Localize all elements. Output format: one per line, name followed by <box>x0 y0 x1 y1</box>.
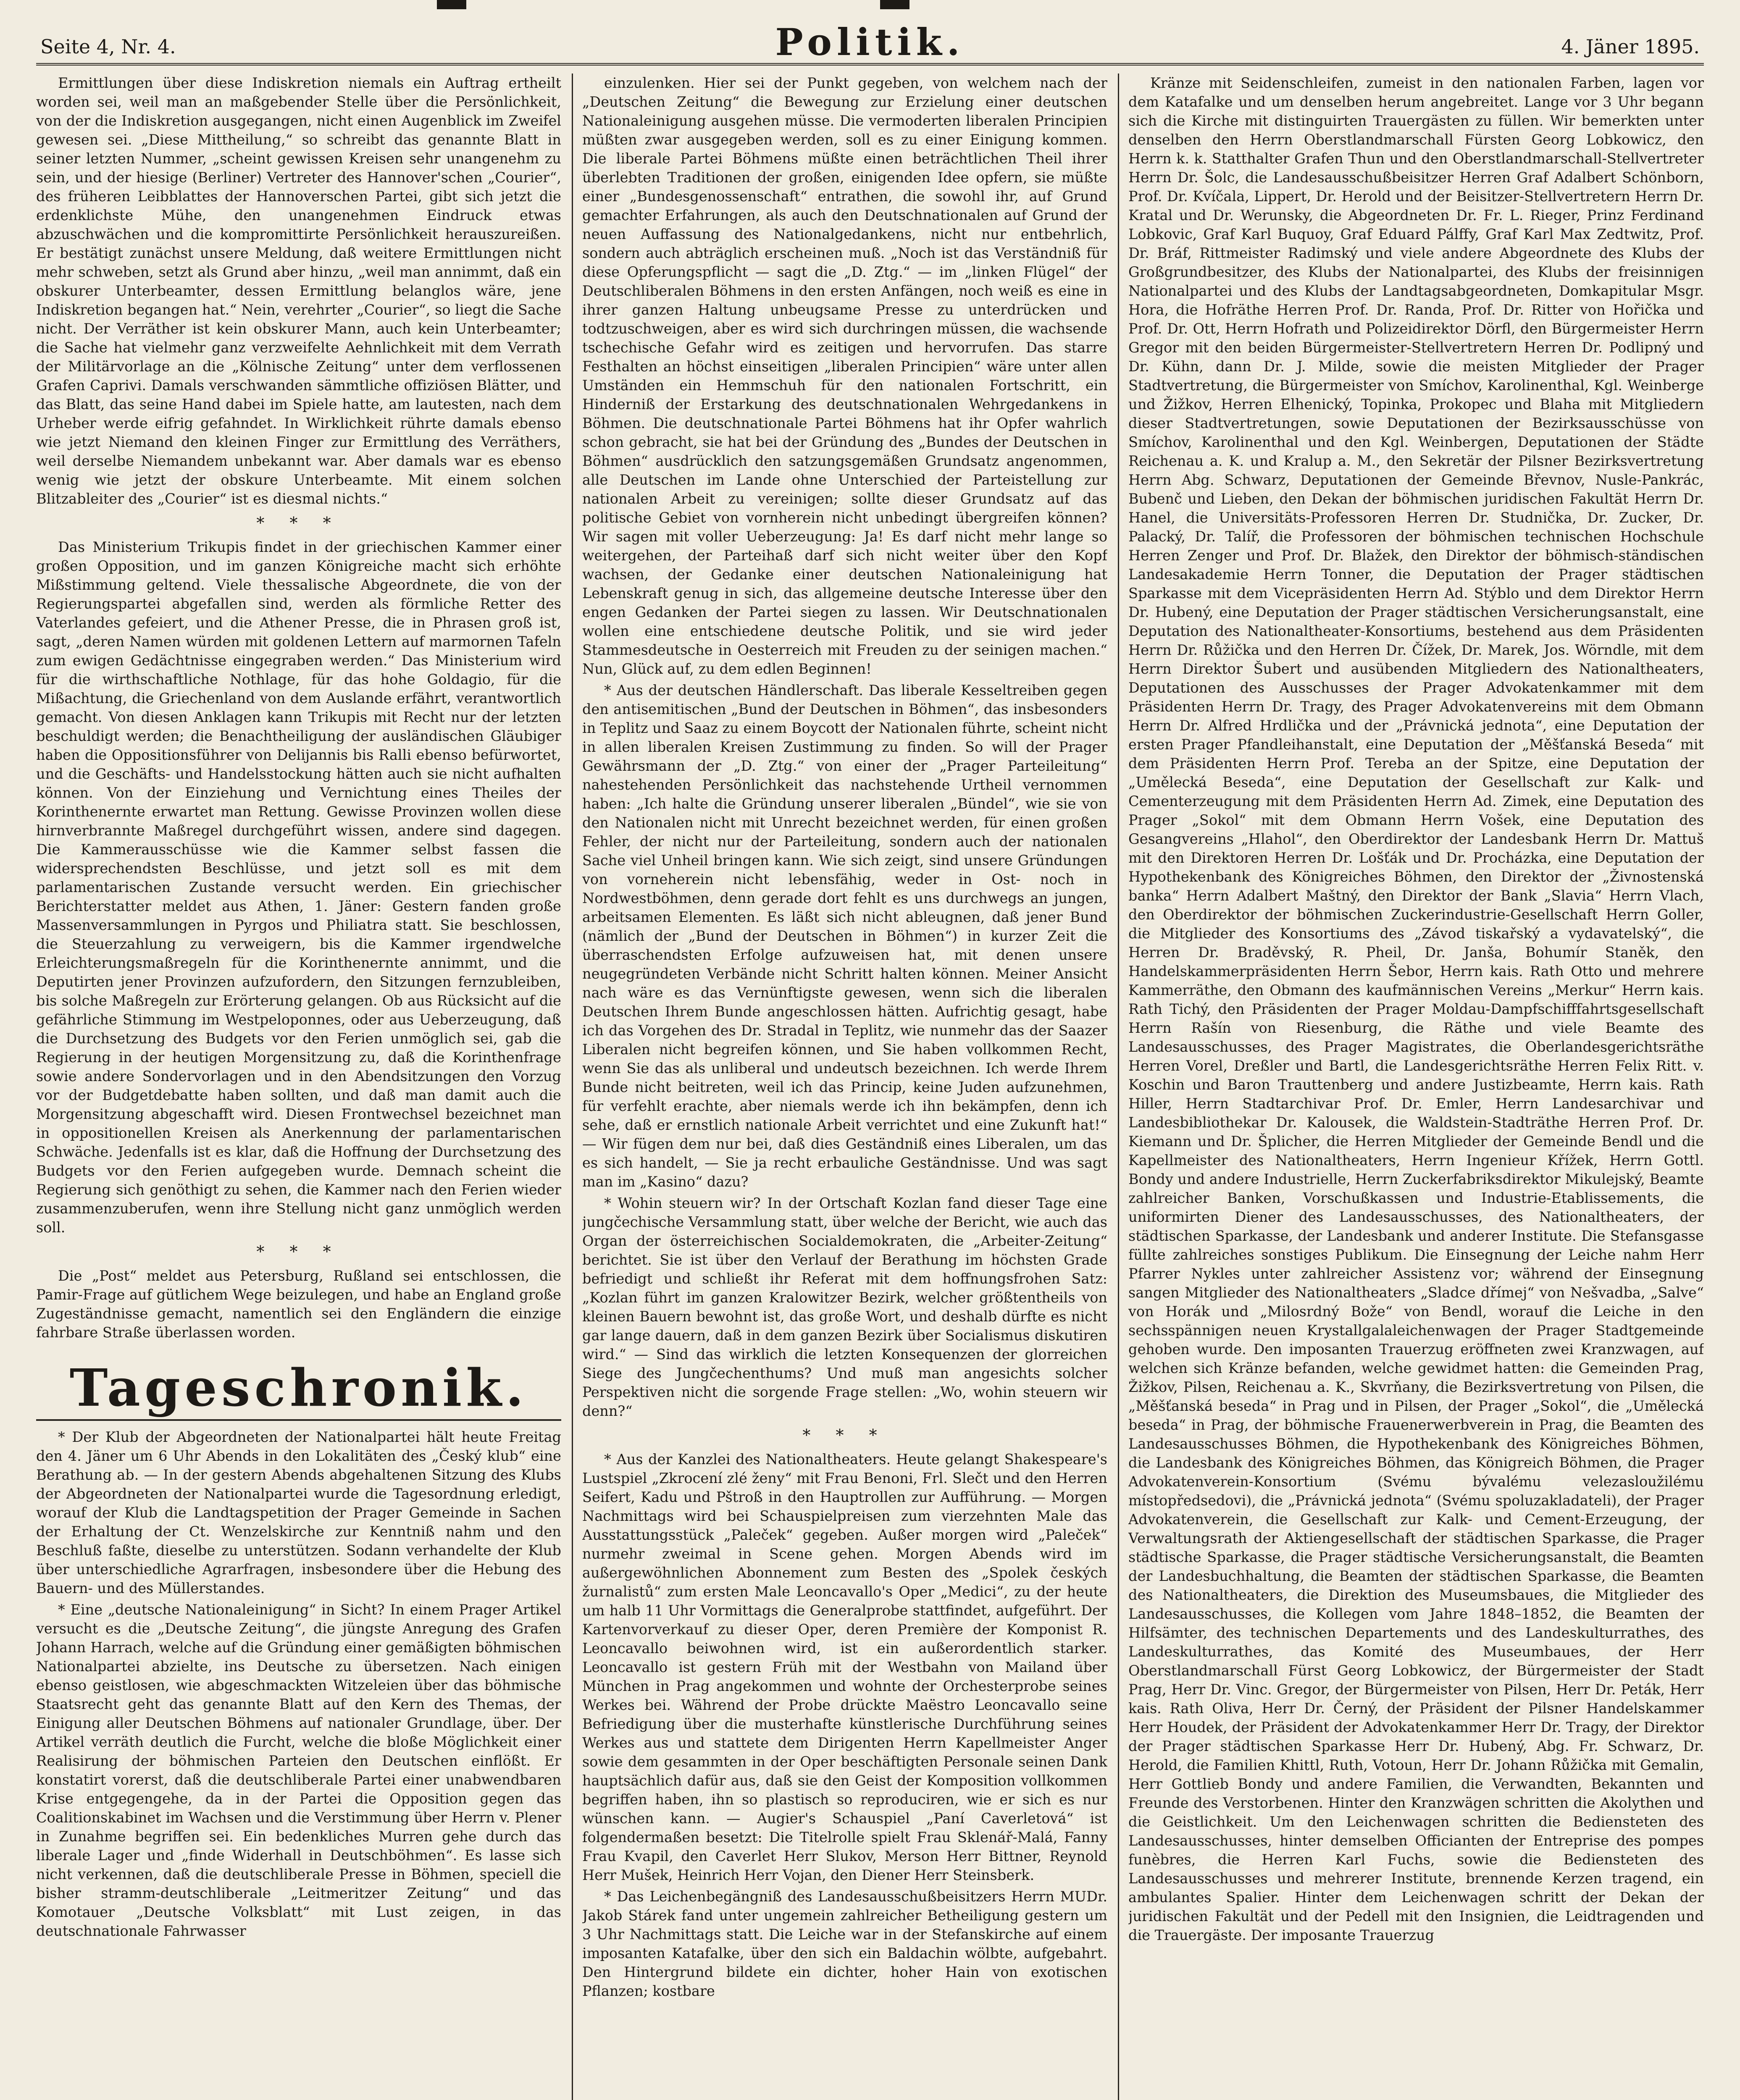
column-rule <box>1118 74 1119 2100</box>
separator: * * * <box>256 514 341 532</box>
issue-date: 4. Jäner 1895. <box>1561 35 1700 58</box>
page-info: Seite 4, Nr. 4. <box>40 35 176 58</box>
article-paragraph: Die „Post“ meldet aus Petersburg, Rußland sei entschlossen, die Pamir-Frage auf gütlichem Wege beizulegen, und habe an England große Zugeständnisse gemacht, namentlich sei den Engländern die einzige fahrbare Straße überlassen worden. <box>36 1268 561 1341</box>
news-item: * Wohin steuern wir? In der Ortschaft Kozlan fand dieser Tage eine jungčechische Versammlung statt, über welche der Bericht, wie auch das Organ der österreichischen Socialdemokraten, die „Arbeiter-Zeitung“ berichtet. Sie ist über den Verlauf der Berathung im höchsten Grade befriedigt und schließt ihr Referat mit dem hoffnungsfrohen Satz: „Kozlan führt im ganzen Kralowitzer Bezirk, welcher größtentheils von kleinen Bauern bewohnt ist, das große Wort, und deshalb dürfte es nicht gar lange dauern, daß in dem ganzen Bezirk über Socialismus diskutiren wird.“ — Sind das wirklich die letzten Konsequenzen der glorreichen Siege des Jungčechenthums? Und muß man angesichts solcher Perspektiven nicht die sorgende Frage stellen: „Wo, wohin steuern wir denn?“ <box>582 1195 1107 1419</box>
page-header <box>36 17 1704 66</box>
article-columns <box>36 74 1704 2100</box>
separator: * * * <box>256 1242 341 1261</box>
scan-mark <box>437 0 466 9</box>
column-2 <box>582 74 1107 2100</box>
news-item: * Das Leichenbegängniß des Landesausschußbeisitzers Herrn MUDr. Jakob Stárek fand unter ungemein zahlreicher Betheiligung gestern um 3 Uhr Nachmittags statt. Die Leiche war in der Stefanskirche auf einem imposanten Katafalke, über den sich ein Baldachin wölbte, aufgebahrt. Den Hintergrund bildete ein dichter, hoher Hain von exotischen Pflanzen; kostbare <box>582 1888 1107 1999</box>
article-paragraph: einzulenken. Hier sei der Punkt gegeben, von welchem nach der „Deutschen Zeitung“ die Bewegung zur Erzielung einer deutschen Nationaleinigung ausgehen müsse. Die vermoderten liberalen Principien müßten zwar ausgegeben werden, soll es zu einer Einigung kommen. Die liberale Partei Böhmens müßte einen beträchtlichen Theil ihrer überlebten Traditionen der großen, einigenden Idee opfern, sie müßte einer „Bundesgenossenschaft“ entrathen, die sowohl ihr, auf Grund gemachter Erfahrungen, als auch den Deutschnationalen auf Grund der neuen Auffassung des Nationalgedankens, nicht nur entbehrlich, sondern auch abträglich erscheinen muß. „Noch ist das Verständniß für diese Opferungspflicht — sagt die „D. Ztg.“ — im „linken Flügel“ der Deutschliberalen Böhmens in den ersten Anfängen, noch weiß es eine in ihrer ganzen Haltung unbeugsame Presse zu unterdrücken und todtzuschweigen, aber es wird sich durchringen müssen, die wachsende tschechische Gefahr wird es zeitigen und hervorrufen. Das starre Festhalten an höchst einseitigen „liberalen Principien“ wäre unter allen Umständen ein Hemmschuh für den nationalen Fortschritt, ein Hinderniß der Erstarkung des deutschnationalen Wehrgedankens in Böhmen. Die deutschnationale Partei Böhmens hat ihr Opfer wahrlich schon gebracht, sie hat bei der Gründung des „Bundes der Deutschen in Böhmen“ ausdrücklich den satzungsgemäßen Grundsatz angenommen, alle Deutschen im Lande ohne Unterschied der Parteistellung zur nationalen Arbeit zu vereinigen; sollte dieser Grundsatz auf das politische Gebiet von vornherein nicht unbedingt übergreifen können? Wir sagen mit voller Ueberzeugung: Ja! Es darf nicht mehr lange so weitergehen, der Parteihaß darf sich nicht weiter über den Kopf wachsen, der Gedanke einer deutschen Nationaleinigung hat Lebenskraft genug in sich, das allgemeine deutsche Interesse über den engen Gedanken der Partei siegen zu lassen. Wir Deutschnationalen wollen eine entschiedene deutsche Politik, und sie wird jeder Stammesdeutsche in Oesterreich mit Freuden zu der seinigen machen.“ Nun, Glück auf, zu dem edlen Beginnen! <box>582 75 1107 677</box>
separator: * * * <box>802 1426 887 1444</box>
column-1 <box>36 74 561 2100</box>
article-paragraph: Ermittlungen über diese Indiskretion niemals ein Auftrag ertheilt worden sei, weil man an maßgebender Stelle über die Persönlichkeit, von der die Indiskretion ausgegangen, nicht einen Augenblick im Zweifel gewesen sei. „Diese Mittheilung,“ so schreibt das genannte Blatt in seiner letzten Nummer, „scheint gewissen Kreisen sehr unangenehm zu sein, und der hiesige (Berliner) Vertreter des Hannover'schen „Courier“, des früheren Leibblattes der Hannoverschen Partei, gibt sich jetzt die erdenklichste Mühe, den unangenehmen Eindruck etwas abzuschwächen und die kompromittirte Persönlichkeit herauszureißen. Er bestätigt zunächst unsere Meldung, daß weitere Ermittlungen nicht mehr schweben, setzt als Grund aber hinzu, „weil man annimmt, daß ein obskurer Unterbeamter, dessen Ermittlung belanglos wäre, jene Indiskretion begangen hat.“ Nein, verehrter „Courier“, so liegt die Sache nicht. Der Verräther ist kein obskurer Mann, auch kein Unterbeamter; die Sache hat vielmehr ganz verzweifelte Aehnlichkeit mit dem Verrath der Militärvorlage an die „Kölnische Zeitung“ unter dem verflossenen Grafen Caprivi. Damals verschwanden sämmtliche offiziösen Blätter, und das Blatt, das seine Hand dabei im Spiele hatte, am lautesten, nach dem Urheber werde eifrig gefahndet. In Wirklichkeit rührte damals ebenso wie jetzt Niemand den kleinen Finger zur Ermittlung des Verräthers, weil derselbe Niemandem unbekannt war. Aber damals war es ebenso wenig wie jetzt der obskure Unterbeamte. Mit einem solchen Blitzableiter des „Courier“ ist es diesmal nichts.“ <box>36 75 561 507</box>
column-3 <box>1128 74 1704 2100</box>
section-title: Politik. <box>775 20 965 64</box>
section-heading: Tageschronik. <box>36 1356 561 1421</box>
news-item: * Eine „deutsche Nationaleinigung“ in Sicht? In einem Prager Artikel versucht es die „Deutsche Zeitung“, die jüngste Anregung des Grafen Johann Harrach, welche auf die Gründung einer gemäßigten böhmischen Nationalpartei abzielte, ins Deutsche zu übersetzen. Nach einigen ebenso geistlosen, wie abgeschmackten Witzeleien über das böhmische Staatsrecht geht das genannte Blatt auf den Kern des Themas, der Einigung aller Deutschen Böhmens auf nationaler Grundlage, über. Der Artikel verräth deutlich die Furcht, welche die bloße Möglichkeit einer Realisirung der böhmischen Parteien den Deutschen einflößt. Er konstatirt vorerst, daß die deutschliberale Partei einer unabwendbaren Krise entgegengehe, da in der Partei die Opposition gegen das Coalitionskabinet im Wachsen und die Verstimmung über Herrn v. Plener in Zunahme begriffen sei. Ein bedenkliches Murren gehe durch das liberale Lager und „finde Widerhall in Deutschböhmen“. Es lasse sich nicht verkennen, daß die deutschliberale Presse in Böhmen, speciell die bisher stramm-deutschliberale „Leitmeritzer Zeitung“ und das Komotauer „Deutsche Volksblatt“ mit Lust zeigen, in das deutschnationale Fahrwasser <box>36 1601 561 1939</box>
column-rule <box>572 74 573 2100</box>
news-item: * Der Klub der Abgeordneten der Nationalpartei hält heute Freitag den 4. Jäner um 6 Uhr Abends in den Lokalitäten des „Český klub“ eine Berathung ab. — In der gestern Abends abgehaltenen Sitzung des Klubs der Abgeordneten der Nationalpartei wurde die Tagesordnung erledigt, worauf der Klub die Landtagspetition der Prager Gemeinde in Sachen der Erhaltung der Ct. Wenzelskirche zur Kenntniß nahm und den Beschluß faßte, dieselbe zu unterstützen. Sodann verhandelte der Klub über unterschiedliche Agrarfragen, insbesondere über die Hebung des Bauern- und des Müllerstandes. <box>36 1429 561 1596</box>
article-paragraph: Kränze mit Seidenschleifen, zumeist in den nationalen Farben, lagen vor dem Katafalke und um denselben herum angebreitet. Lange vor 3 Uhr begann sich die Kirche mit distinguirten Trauergästen zu füllen. Wir bemerkten unter denselben den Herrn Oberstlandmarschall Fürsten Georg Lobkowicz, den Herrn k. k. Statthalter Grafen Thun und den Oberstlandmarschall-Stellvertreter Herrn Dr. Šolc, die Landesausschußbeisitzer Herren Graf Adalbert Schönborn, Prof. Dr. Kvíčala, Lippert, Dr. Herold und der Beisitzer-Stellvertretern Herrn Dr. Kratal und Dr. Werunsky, die Abgeordneten Dr. Fr. L. Rieger, Prinz Ferdinand Lobkovic, Graf Karl Buquoy, Graf Eduard Pálffy, Graf Karl Max Zedtwitz, Prof. Dr. Bráf, Rittmeister Radimský und viele andere Abgeordnete des Klubs der Großgrundbesitzer, des Klubs der Nationalpartei, des Klubs der freisinnigen Nationalpartei und des Klubs der Landtagsabgeordneten, Domkapitular Msgr. Hora, die Hofräthe Herren Prof. Dr. Randa, Prof. Dr. Ritter von Hořička und Prof. Dr. Ott, Herrn Hofrath und Polizeidirektor Dörfl, den Bürgermeister Herrn Gregor mit den beiden Bürgermeister-Stellvertretern Herren Dr. Podlipný und Dr. Kühn, dann Dr. J. Milde, sowie die meisten Mitglieder der Prager Stadtvertretung, die Bürgermeister von Smíchov, Karolinenthal, Kgl. Weinberge und Žižkov, Herren Elhenický, Topinka, Prokopec und Blaha mit Mitgliedern dieser Stadtvertretungen, sowie Deputationen der Bezirksausschüsse von Smíchov, Karolinenthal und den Kgl. Weinbergen, Deputationen der Städte Reichenau a. K. und Kralup a. M., den Sekretär der Pilsner Bezirksvertretung Herrn Abg. Schwarz, Deputationen der Gemeinde Břevnov, Nusle-Pankrác, Bubenč und Lieben, den Dekan der böhmischen juridischen Fakultät Herrn Dr. Hanel, die Universitäts-Professoren Herren Dr. Studnička, Dr. Zucker, Dr. Palacký, Dr. Talíř, die Professoren der böhmischen technischen Hochschule Herren Zenger und Prof. Dr. Blažek, den Direktor der böhmisch-ständischen Landesakademie Herrn Tonner, die Deputation der Prager städtischen Sparkasse mit dem Vicepräsidenten Herrn Ad. Stýblo und dem Direktor Herrn Dr. Hubený, eine Deputation der Prager städtischen Versicherungsanstalt, eine Deputation des Nationaltheater-Konsortiums, bestehend aus dem Präsidenten Herrn Dr. Růžička und den Herren Dr. Čížek, Dr. Marek, Jos. Wörndle, mit dem Herrn Direktor Šubert und ausübenden Mitgliedern des Nationaltheaters, Deputationen des Ausschusses der Prager Advokatenkammer mit dem Präsidenten Herrn Dr. Tragy, des Prager Advokatenvereins mit dem Obmann Herrn Dr. Alfred Hrdlička und der „Právnická jednota“, eine Deputation der ersten Prager Pfandleihanstalt, eine Deputation der „Měšťanská Beseda“ mit dem Präsidenten Herrn Prof. Tereba an der Spitze, eine Deputation der „Umělecká Beseda“, eine Deputation der Gesellschaft zur Kalk- und Cementerzeugung mit dem Präsidenten Herrn Ad. Zimek, eine Deputation des Prager „Sokol“ mit dem Obmann Herrn Vošek, eine Deputation des Gesangvereins „Hlahol“, den Oberdirektor der Landesbank Herrn Dr. Mattuš mit den Direktoren Herren Dr. Lošťák und Dr. Procházka, eine Deputation der Hypothekenbank des Königreiches Böhmen, den Direktor der „Živnostenská banka“ Herrn Adalbert Maštný, den Direktor der Bank „Slavia“ Herrn Vlach, den Oberdirektor der böhmischen Zuckerindustrie-Gesellschaft Herrn Goller, die Mitglieder des Konsortiums des „Závod tiskařský a vydavatelský“, die Herren Dr. Braděvský, R. Pheil, Dr. Janša, Bohumír Staněk, den Handelskammerpräsidenten Herrn Šebor, Herrn kais. Rath Otto und mehrere Kammerräthe, den Obmann des kaufmännischen Vereins „Merkur“ Herrn kais. Rath Tichý, den Präsidenten der Prager Moldau-Dampfschifffahrtsgesellschaft Herrn Rašín von Riesenburg, die Räthe und viele Beamte des Landesausschusses, des Prager Magistrates, die Oberlandesgerichtsräthe Herren Vorel, Dreßler und Bartl, die Landesgerichtsräthe Herren Felix Ritt. v. Koschin und Baron Trauttenberg und andere Justizbeamte, Herrn kais. Rath Hiller, Herrn Stadtarchivar Prof. Dr. Emler, Herrn Landesarchivar und Landesbibliothekar Dr. Kalousek, die Waldstein-Stadträthe Herren Prof. Dr. Kiemann und Dr. Šplicher, die Herren Mitglieder der Gemeinde Bendl und die Kapellmeister des Nationaltheaters, Herrn Ingenieur Křížek, Herrn Gottl. Bondy und andere Industrielle, Herrn Zuckerfabriksdirektor Mikulejský, Beamte zahlreicher Banken, Vorschußkassen und Industrie-Etablissements, die uniformirten Diener des Landesausschusses, des Nationaltheaters, der städtischen Sparkasse, der Landesbank und anderer Institute. Die Stefansgasse füllte zahlreiches sonstiges Publikum. Die Einsegnung der Leiche nahm Herr Pfarrer Nykles unter zahlreicher Assistenz vor; während der Einsegnung sangen Mitglieder des Nationaltheaters „Sladce dřímej“ von Nešvadba, „Salve“ von Horák und „Milosrdný Bože“ von Bendl, worauf die Leiche in den sechsspännigen neuen Krystallgalaleichenwagen der Prager Stadtgemeinde gehoben wurde. Den imposanten Trauerzug eröffneten zwei Kranzwagen, auf welchen sich Kränze befanden, welche gewidmet hatten: die Gemeinden Prag, Žižkov, Pilsen, Reichenau a. K., Skvrňany, die Bezirksvertretung von Pilsen, die „Měšťanská beseda“ in Prag und in Pilsen, der Prager „Sokol“, die „Umělecká beseda“ in Prag, der böhmische Frauenerwerbverein in Prag, die Beamten des Landesausschusses Böhmen, die Hypothekenbank des Königreiches Böhmen, die Landesbank des Königreiches Böhmen, das Königreich Böhmen, die Prager Advokatenverein-Konsortium (Svému bývalému velezasloužilému místopředsedovi), die „Právnická jednota“ (Svému spoluzakladateli), der Prager Advokatenverein, die Gesellschaft zur Kalk- und Cement-Erzeugung, der Verwaltungsrath der Aktiengesellschaft der städtischen Sparkasse, die Prager städtische Sparkasse, die Prager städtische Versicherungsanstalt, die Beamten der Landesbuchhaltung, die Beamten der städtischen Sparkasse, die Beamten des Nationaltheaters, die Direktion des Museumsbaues, die Mitglieder des Landesausschusses, die Kollegen vom Jahre 1848–1852, die Beamten der Hilfsämter, des technischen Departements und des Landeskulturrathes, des Landeskulturrathes, das Komité des Museumbaues, der Herr Oberstlandmarschall Fürst Georg Lobkowicz, der Bürgermeister der Stadt Prag, Herr Dr. Vinc. Gregor, der Bürgermeister von Pilsen, Herr Dr. Peták, Herr kais. Rath Oliva, Herr Dr. Černý, der Präsident der Pilsner Handelskammer Herr Houdek, der Präsident der Advokatenkammer Herr Dr. Tragy, der Direktor der Prager städtischen Sparkasse Herr Dr. Hubený, Abg. Fr. Schwarz, Dr. Herold, die Familien Khittl, Ruth, Votoun, Herr Dr. Johann Růžička mit Gemalin, Herr Gottlieb Bondy und andere Familien, die Verwandten, Bekannten und Freunde des Verstorbenen. Hinter den Kranzwägen schritten die Akolythen und die Geistlichkeit. Um den Leichenwagen schritten die Bediensteten des Landesausschusses, hinter demselben Officianten der Entreprise des pompes funèbres, die Herren Karl Fuchs, sowie die Bediensteten des Landesausschusses und mehrerer Institute, brennende Kerzen tragend, ein ambulantes Spalier. Hinter dem Leichenwagen schritt der Dekan der juridischen Fakultät und der Pedell mit den Insignien, die Leidtragenden und die Trauergäste. Der imposante Trauerzug <box>1128 75 1704 1943</box>
news-item: * Aus der Kanzlei des Nationaltheaters. Heute gelangt Shakespeare's Lustspiel „Zkrocení zlé ženy“ mit Frau Benoni, Frl. Slečt und den Herren Seifert, Kadu und Pštroß in den Hauptrollen zur Aufführung. — Morgen Nachmittags wird bei Schauspielpreisen zum vierzehnten Male das Ausstattungsstück „Paleček“ gegeben. Außer morgen wird „Paleček“ nurmehr zweimal in Scene gehen. Morgen Abends wird im außergewöhnlichen Abonnement zum Besten des „Spolek českých žurnalistů“ zum ersten Male Leoncavallo's Oper „Medici“, zu der heute um halb 11 Uhr Vormittags die Generalprobe stattfindet, aufgeführt. Der Kartenvorverkauf zu dieser Oper, deren Première der Komponist R. Leoncavallo beiwohnen wird, ist ein außerordentlich starker. Leoncavallo ist gestern Früh mit der Westbahn von Mailand über München in Prag angekommen und wohnte der Orchesterprobe seines Werkes bei. Während der Probe drückte Maëstro Leoncavallo seine Befriedigung über die musterhafte künstlerische Durchführung seines Werkes aus und stattete dem Dirigenten Herrn Kapellmeister Anger sowie dem gesammten in der Oper beschäftigten Personale seinen Dank hauptsächlich dafür aus, daß sie den Geist der Komposition vollkommen begriffen haben, ihn so plastisch so reproduciren, wie er sich es nur wünschen kann. — Augier's Schauspiel „Paní Caverletová“ ist folgendermaßen besetzt: Die Titelrolle spielt Frau Sklenář-Malá, Fanny Frau Kvapil, den Caverlet Herr Slukov, Merson Herr Bittner, Reynold Herr Mušek, Heinrich Herr Vojan, den Diener Herr Steinsberk. <box>582 1451 1107 1883</box>
news-item: * Aus der deutschen Händlerschaft. Das liberale Kesseltreiben gegen den antisemitischen „Bund der Deutschen in Böhmen“, das insbesonders in Teplitz und Saaz zu einem Boycott der Nationalen führte, scheint nicht in allen liberalen Kreisen Zustimmung zu finden. So will der Prager Gewährsmann der „D. Ztg.“ von einer der „Prager Parteileitung“ nahestehenden Persönlichkeit das nachstehende Urtheil vernommen haben: „Ich halte die Gründung unserer liberalen „Bündel“, wie sie von den Nationalen nicht mit Unrecht bezeichnet werden, für einen großen Fehler, der nicht nur der Parteileitung, sondern auch der nationalen Sache viel Unheil bringen kann. Wie sich zeigt, sind unsere Gründungen von vorneherein nicht lebensfähig, weder in Ost- noch in Nordwestböhmen, denn gerade dort fehlt es uns durchwegs an jungen, arbeitsamen Elementen. Es läßt sich nicht ableugnen, daß jener Bund (nämlich der „Bund der Deutschen in Böhmen“) in kurzer Zeit die überraschendsten Erfolge aufzuweisen hat, mit denen unsere neugegründeten Verbände nicht Schritt halten können. Meiner Ansicht nach wäre es das Vernünftigste gewesen, wenn sich die liberalen Deutschen Ihrem Bunde angeschlossen hätten. Aufrichtig gesagt, habe ich das Vorgehen des Dr. Stradal in Teplitz, wie nunmehr das der Saazer Liberalen nicht begreifen können, und Sie haben vollkommen Recht, wenn Sie das als unliberal und undeutsch bezeichnen. Ich werde Ihrem Bunde nicht beitreten, weil ich das Princip, keine Juden aufzunehmen, für verfehlt erachte, aber niemals werde ich ihn bekämpfen, denn ich sehe, daß er ernstlich nationale Arbeit verrichtet und eine Zukunft hat!“ — Wir fügen dem nur bei, daß dies Geständniß eines Liberalen, um das es sich handelt, — Sie ja recht erbauliche Geständnisse. Und was sagt man im „Kasino“ dazu? <box>582 682 1107 1190</box>
article-paragraph: Das Ministerium Trikupis findet in der griechischen Kammer einer großen Opposition, und im ganzen Königreiche macht sich erhöhte Mißstimmung geltend. Viele thessalische Abgeordnete, die von der Regierungspartei abgefallen sind, werden als förmliche Retter des Vaterlandes gefeiert, und die Athener Presse, die in Phrasen groß ist, sagt, „deren Namen würden mit goldenen Lettern auf marmornen Tafeln zum ewigen Gedächtnisse eingegraben werden.“ Das Ministerium wird für die wirthschaftliche Nothlage, für das hohe Goldagio, für die Mißachtung, die Griechenland von dem Auslande erfährt, verantwortlich gemacht. Von diesen Anklagen kann Trikupis mit Recht nur der letzten beschuldigt werden; die Benachtheiligung der ausländischen Gläubiger haben die Oppositionsführer von Delijannis bis Ralli ebenso befürwortet, und die Geschäfts- und Handelsstockung hätten auch sie nicht aufhalten können. Von der Einziehung und Vernichtung eines Theiles der Korinthenernte erwartet man Rettung. Gewisse Provinzen wollen diese hirnverbrannte Maßregel durchgeführt wissen, andere sind dagegen. Die Kammerausschüsse wie die Kammer selbst fassen die widersprechendsten Beschlüsse, und jetzt soll es mit dem parlamentarischen Zustande versucht werden. Ein griechischer Berichterstatter meldet aus Athen, 1. Jäner: Gestern fanden große Massenversammlungen in Pyrgos und Philiatra statt. Sie beschlossen, die Steuerzahlung zu verweigern, bis die Kammer irgendwelche Erleichterungsmaßregeln für die Korinthenernte annimmt, und die Deputirten jener Provinzen aufzufordern, den Sitzungen fernzubleiben, bis solche Maßregeln zur Erörterung gelangen. Ob aus Rücksicht auf die gefährliche Stimmung im Westpeloponnes, oder aus Ueberzeugung, daß die Durchsetzung des Budgets vor den Ferien unmöglich sei, gab die Regierung in der heutigen Morgensitzung zu, daß die Korinthenfrage sowie andere Sondervorlagen und in den Abendsitzungen den Vorzug vor der Budgetdebatte haben sollten, und daß man damit auch die Morgensitzung abgeschafft wird. Diesen Frontwechsel bezeichnet man in oppositionellen Kreisen als Anerkennung der parlamentarischen Schwäche. Jedenfalls ist es klar, daß die Hoffnung der Durchsetzung des Budgets vor den Ferien aufgegeben wurde. Demnach scheint die Regierung sich genöthigt zu sehen, die Kammer nach den Ferien wieder zusammenzuberufen, wenn ihre Stellung nicht ganz unmöglich werden soll. <box>36 539 561 1236</box>
scan-mark <box>880 0 909 9</box>
